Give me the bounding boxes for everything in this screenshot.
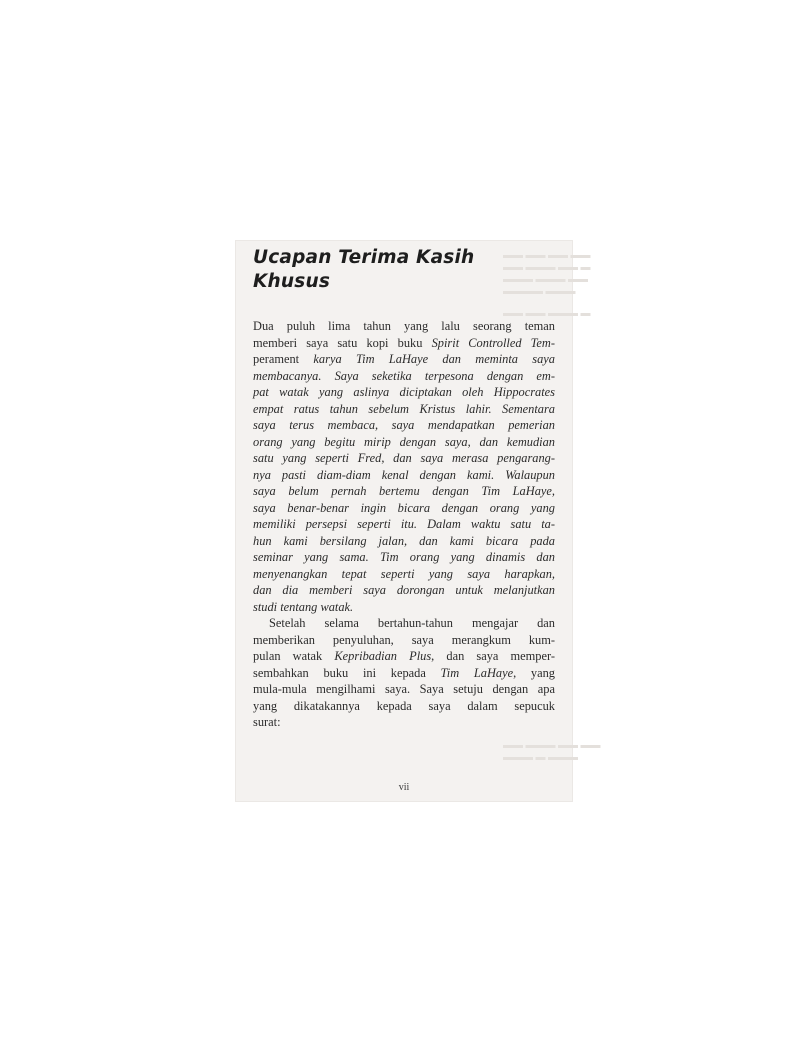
text-line bbox=[253, 533, 555, 550]
text-line bbox=[253, 549, 555, 566]
text-line bbox=[253, 714, 555, 731]
text-line bbox=[253, 698, 555, 715]
italic-title-text: saya benar-benar ingin bicara dengan orang yang bbox=[253, 500, 555, 515]
text-line bbox=[253, 615, 555, 632]
text-line bbox=[253, 483, 555, 500]
title-line-2: Khusus bbox=[253, 271, 331, 292]
text-segment: , dan saya memper- bbox=[431, 649, 555, 663]
text-line bbox=[253, 351, 555, 368]
bleed-through-text: ▬▬ ▬▬▬ ▬▬ ▬▬ bbox=[503, 740, 601, 751]
italic-title-text: karya Tim LaHaye dan meminta saya bbox=[299, 352, 555, 366]
italic-title-text: Tim LaHaye bbox=[440, 665, 514, 680]
italic-title-text: Spirit Controlled Tem- bbox=[431, 335, 556, 350]
text-segment: surat: bbox=[253, 715, 281, 729]
title-line-1: Ucapan Terima Kasih bbox=[253, 247, 475, 268]
text-line bbox=[253, 417, 555, 434]
text-line bbox=[253, 648, 555, 665]
text-line bbox=[253, 401, 555, 418]
text-line bbox=[253, 434, 555, 451]
text-line bbox=[253, 384, 555, 401]
text-segment: sembahkan buku ini kepada bbox=[253, 665, 441, 680]
text-line bbox=[253, 665, 555, 682]
italic-title-text: menyenangkan tepat seperti yang saya harapkan, bbox=[253, 566, 555, 581]
italic-title-text: memiliki persepsi seperti itu. Dalam waktu satu ta- bbox=[253, 517, 555, 531]
italic-title-text: Kepribadian Plus bbox=[334, 649, 432, 663]
text-line bbox=[253, 500, 555, 517]
text-segment: Dua puluh lima tahun yang lalu seorang teman bbox=[253, 319, 555, 333]
italic-title-text: studi tentang watak. bbox=[253, 599, 354, 614]
italic-title-text: empat ratus tahun sebelum Kristus lahir. Sementara bbox=[253, 401, 555, 416]
text-segment: mula-mula mengilhami saya. Saya setuju dengan apa bbox=[253, 682, 555, 696]
bleed-through-text: ▬▬▬ ▬ ▬▬▬ bbox=[503, 752, 578, 763]
text-segment: yang dikatakannya kepada saya dalam sepucuk bbox=[253, 698, 555, 713]
italic-title-text: saya terus membaca, saya mendapatkan pemerian bbox=[253, 418, 555, 432]
text-line bbox=[253, 318, 555, 335]
text-line bbox=[253, 450, 555, 467]
text-segment: perament bbox=[253, 352, 300, 366]
paragraph bbox=[253, 615, 555, 731]
italic-title-text: saya belum pernah bertemu dengan Tim LaHaye, bbox=[253, 484, 555, 498]
text-line bbox=[253, 368, 555, 385]
italic-title-text: satu yang seperti Fred, dan saya merasa pengarang- bbox=[253, 451, 555, 465]
text-segment: memberikan penyuluhan, saya merangkum kum- bbox=[253, 632, 555, 647]
text-segment: Setelah selama bertahun-tahun mengajar dan bbox=[269, 616, 555, 630]
bleed-through-text: ▬▬▬▬ ▬▬▬ bbox=[503, 286, 576, 297]
italic-title-text: hun kami bersilang jalan, dan kami bicara pada bbox=[253, 533, 555, 548]
text-line bbox=[253, 681, 555, 698]
paragraph bbox=[253, 318, 555, 615]
italic-title-text: nya pasti diam-diam kenal dengan kami. Walaupun bbox=[253, 467, 555, 482]
page-number: vii bbox=[398, 782, 410, 793]
book-page bbox=[235, 240, 601, 802]
text-segment: memberi saya satu kopi buku bbox=[253, 335, 432, 350]
text-line bbox=[253, 632, 555, 649]
text-line bbox=[253, 335, 555, 352]
text-line bbox=[253, 599, 555, 616]
italic-title-text: dan dia memberi saya dorongan untuk melanjutkan bbox=[253, 583, 555, 597]
italic-title-text: pat watak yang aslinya diciptakan oleh Hippocrates bbox=[253, 385, 555, 399]
text-line bbox=[253, 582, 555, 599]
bleed-through-text: ▬▬ ▬▬ ▬▬▬ ▬ bbox=[503, 308, 591, 319]
bleed-through-text: ▬▬ ▬▬ ▬▬ ▬▬ bbox=[503, 250, 591, 261]
italic-title-text: membacanya. Saya seketika terpesona dengan em- bbox=[253, 368, 555, 383]
bleed-through-text: ▬▬▬ ▬▬▬ ▬▬ bbox=[503, 274, 588, 285]
body-text bbox=[253, 318, 555, 731]
text-line bbox=[253, 566, 555, 583]
italic-title-text: seminar yang sama. Tim orang yang dinamis dan bbox=[253, 550, 555, 564]
text-segment: , yang bbox=[513, 665, 555, 680]
page-title bbox=[253, 246, 474, 294]
text-segment: pulan watak bbox=[253, 649, 335, 663]
bleed-through-text: ▬▬ ▬▬▬ ▬▬ ▬ bbox=[503, 262, 591, 273]
text-line bbox=[253, 516, 555, 533]
italic-title-text: orang yang begitu mirip dengan saya, dan kemudian bbox=[253, 434, 555, 449]
text-line bbox=[253, 467, 555, 484]
